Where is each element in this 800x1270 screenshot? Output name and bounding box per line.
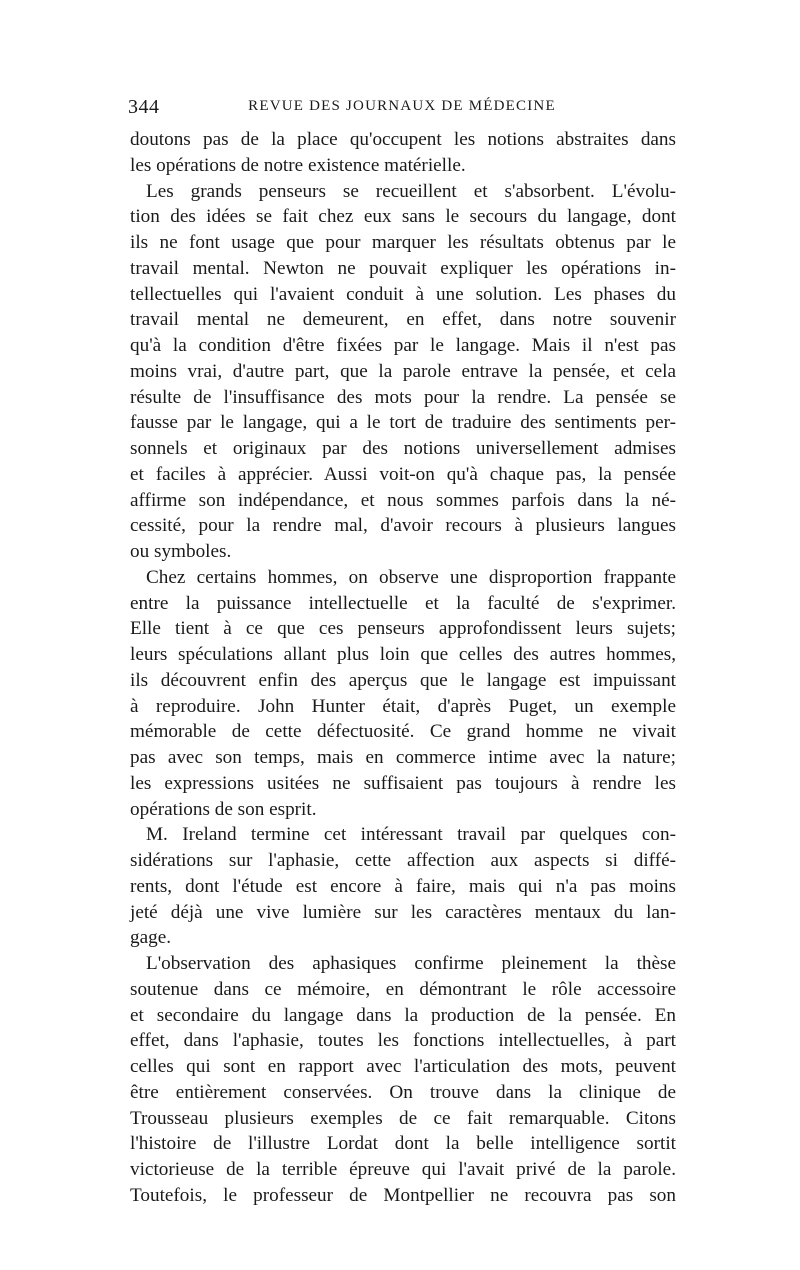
text-line: qu'à la condition d'être fixées par le langage. Mais il n'est pas xyxy=(130,335,676,356)
text-line: sonnels et originaux par des notions universellement admises xyxy=(130,438,676,459)
text-line: ils ne font usage que pour marquer les résultats obtenus par le xyxy=(130,232,676,253)
text-line: ou symboles. xyxy=(130,541,232,562)
text-line: tion des idées se fait chez eux sans le secours du langage, dont xyxy=(130,206,676,228)
text-line: travail mental ne demeurent, en effet, dans notre souvenir xyxy=(130,309,676,331)
text-line: les expressions usitées ne suffisaient pas toujours à rendre les xyxy=(130,772,676,794)
text-line: Trousseau plusieurs exemples de ce fait remarquable. Citons xyxy=(130,1107,676,1129)
text-line: gage. xyxy=(130,927,172,949)
text-line: moins vrai, d'autre part, que la parole entrave la pensée, et cela xyxy=(130,360,676,382)
body-text xyxy=(130,127,676,1209)
text-line: travail mental. Newton ne pouvait expliquer les opérations in- xyxy=(130,257,676,279)
text-line: cessité, pour la rendre mal, d'avoir recours à plusieurs langues xyxy=(130,515,676,537)
text-line: l'histoire de l'illustre Lordat dont la belle intelligence sortit xyxy=(130,1133,676,1155)
text-line: victorieuse de la terrible épreuve qui l'avait privé de la parole. xyxy=(130,1159,676,1180)
text-line: mémorable de cette défectuosité. Ce grand homme ne vivait xyxy=(130,721,676,743)
text-line: L'observation des aphasiques confirme pleinement la thèse xyxy=(146,953,676,974)
text-line: M. Ireland termine cet intéressant travail par quelques con- xyxy=(146,824,676,846)
text-line: soutenue dans ce mémoire, en démontrant le rôle accessoire xyxy=(130,978,676,1000)
text-line: doutons pas de la place qu'occupent les notions abstraites dans xyxy=(130,129,676,150)
text-line: entre la puissance intellectuelle et la faculté de s'exprimer. xyxy=(130,592,676,614)
text-line: affirme son indépendance, et nous sommes parfois dans la né- xyxy=(130,489,676,511)
text-line: et faciles à apprécier. Aussi voit-on qu'à chaque pas, la pensée xyxy=(130,463,676,485)
text-line: et secondaire du langage dans la production de la pensée. En xyxy=(130,1004,676,1026)
text-line: celles qui sont en rapport avec l'articulation des mots, peuvent xyxy=(130,1056,676,1077)
text-line: pas avec son temps, mais en commerce intime avec la nature; xyxy=(130,747,676,768)
text-line: ils découvrent enfin des aperçus que le langage est impuissant xyxy=(130,669,676,691)
text-line: fausse par le langage, qui a le tort de traduire des sentiments per- xyxy=(130,412,676,434)
text-line: Elle tient à ce que ces penseurs approfondissent leurs sujets; xyxy=(130,618,676,640)
text-line: à reproduire. John Hunter était, d'après Puget, un exemple xyxy=(130,695,676,717)
page-header xyxy=(128,96,676,122)
text-line: tellectuelles qui l'avaient conduit à une solution. Les phases du xyxy=(130,283,676,305)
text-line: sidérations sur l'aphasie, cette affection aux aspects si diffé- xyxy=(130,850,676,871)
text-line: résulte de l'insuffisance des mots pour la rendre. La pensée se xyxy=(130,386,676,408)
text-line: Toutefois, le professeur de Montpellier ne recouvra pas son xyxy=(130,1184,676,1206)
text-line: les opérations de notre existence matérielle. xyxy=(130,154,466,176)
text-line: jeté déjà une vive lumière sur les caractères mentaux du lan- xyxy=(130,901,676,923)
text-line: effet, dans l'aphasie, toutes les fonctions intellectuelles, à part xyxy=(130,1030,676,1052)
text-line: leurs spéculations allant plus loin que celles des autres hommes, xyxy=(130,644,676,665)
text-line: rents, dont l'étude est encore à faire, mais qui n'a pas moins xyxy=(130,875,676,897)
text-line: être entièrement conservées. On trouve dans la clinique de xyxy=(130,1081,676,1103)
text-line: Les grands penseurs se recueillent et s'absorbent. L'évolu- xyxy=(146,180,676,202)
text-line: Chez certains hommes, on observe une disproportion frappante xyxy=(146,566,676,588)
text-line: opérations de son esprit. xyxy=(130,798,317,820)
running-head: REVUE DES JOURNAUX DE MÉDECINE xyxy=(248,98,556,114)
page-number: 344 xyxy=(128,96,160,118)
